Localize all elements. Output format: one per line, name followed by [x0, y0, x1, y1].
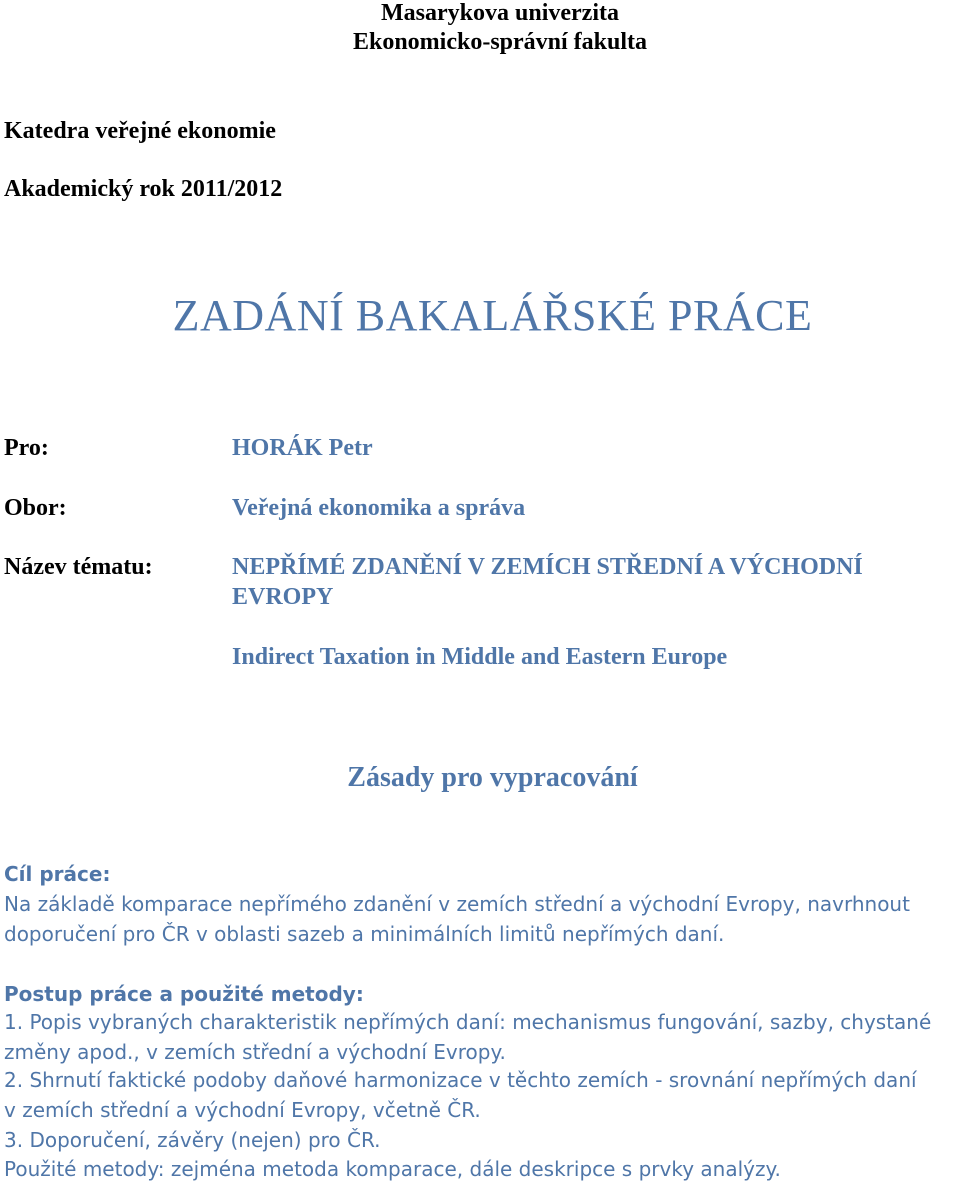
method-item1-line2: změny apod., v zemích střední a východní Evropy. [4, 1040, 506, 1064]
topic-title-english: Indirect Taxation in Middle and Eastern Europe [232, 644, 728, 670]
method-heading: Postup práce a použité metody: [4, 982, 364, 1006]
topic-title-line2: EVROPY [232, 584, 334, 610]
method-item2-line2: v zemích střední a východní Evropy, včetně ČR. [4, 1098, 481, 1122]
principles-title: Zásady pro vypracování [347, 762, 638, 793]
topic-title-line1: NEPŘÍMÉ ZDANĚNÍ V ZEMÍCH STŘEDNÍ A VÝCHODNÍ [232, 554, 863, 580]
goal-heading: Cíl práce: [4, 862, 111, 886]
field-of-study: Veřejná ekonomika a správa [232, 495, 526, 521]
obor-label: Obor: [4, 495, 67, 521]
topic-label: Název tématu: [4, 554, 153, 580]
goal-text-line1: Na základě komparace nepřímého zdanění v zemích střední a východní Evropy, navrhnout [4, 892, 910, 916]
page-title: ZADÁNÍ BAKALÁŘSKÉ PRÁCE [172, 291, 813, 340]
university-name: Masarykova univerzita [381, 0, 619, 26]
department-name: Katedra veřejné ekonomie [4, 118, 276, 144]
academic-year: Akademický rok 2011/2012 [4, 176, 283, 202]
methods-used: Použité metody: zejména metoda komparace, dále deskripce s prvky analýzy. [4, 1157, 781, 1181]
method-item2-line1: 2. Shrnutí faktické podoby daňové harmonizace v těchto zemích - srovnání nepřímých daní [4, 1068, 917, 1092]
method-item3: 3. Doporučení, závěry (nejen) pro ČR. [4, 1128, 381, 1152]
pro-label: Pro: [4, 435, 49, 461]
student-name: HORÁK Petr [232, 435, 373, 461]
faculty-name: Ekonomicko-správní fakulta [352, 29, 648, 55]
goal-text-line2: doporučení pro ČR v oblasti sazeb a minimálních limitů nepřímých daní. [4, 922, 725, 946]
method-item1-line1: 1. Popis vybraných charakteristik nepřímých daní: mechanismus fungování, sazby, chystané [4, 1010, 932, 1034]
